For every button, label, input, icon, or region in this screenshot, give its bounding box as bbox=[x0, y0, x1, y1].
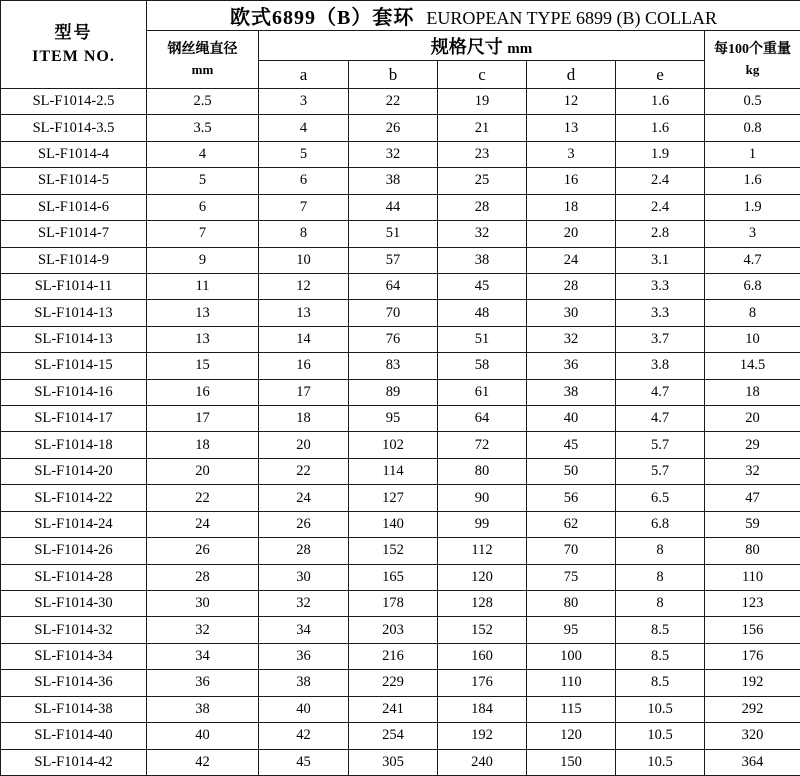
dim-e-cell: 10.5 bbox=[616, 749, 705, 775]
weight-cell: 320 bbox=[705, 723, 800, 749]
item-no-cell: SL-F1014-13 bbox=[1, 326, 147, 352]
dim-c-cell: 184 bbox=[438, 696, 527, 722]
column-header-e: e bbox=[616, 61, 705, 89]
item-no-header-cn: 型号 bbox=[54, 22, 93, 42]
dim-d-cell: 56 bbox=[527, 485, 616, 511]
dim-e-cell: 6.8 bbox=[616, 511, 705, 537]
item-no-cell: SL-F1014-7 bbox=[1, 221, 147, 247]
dim-b-cell: 83 bbox=[349, 353, 438, 379]
diameter-cell: 5 bbox=[147, 168, 259, 194]
diameter-cell: 20 bbox=[147, 458, 259, 484]
table-row bbox=[1, 670, 800, 696]
rope-diameter-unit: mm bbox=[191, 61, 214, 77]
item-no-cell: SL-F1014-32 bbox=[1, 617, 147, 643]
dim-d-cell: 100 bbox=[527, 643, 616, 669]
diameter-cell: 40 bbox=[147, 723, 259, 749]
dim-c-cell: 23 bbox=[438, 141, 527, 167]
dim-c-cell: 160 bbox=[438, 643, 527, 669]
weight-cell: 6.8 bbox=[705, 273, 800, 299]
dim-c-cell: 128 bbox=[438, 591, 527, 617]
dim-b-cell: 64 bbox=[349, 273, 438, 299]
dim-e-cell: 3.8 bbox=[616, 353, 705, 379]
dim-b-cell: 140 bbox=[349, 511, 438, 537]
dim-a-cell: 14 bbox=[259, 326, 349, 352]
weight-cell: 1 bbox=[705, 141, 800, 167]
rope-diameter-header-cn: 钢丝绳直径 bbox=[167, 41, 238, 57]
diameter-cell: 38 bbox=[147, 696, 259, 722]
diameter-cell: 16 bbox=[147, 379, 259, 405]
item-no-cell: SL-F1014-26 bbox=[1, 538, 147, 564]
dim-e-cell: 3.3 bbox=[616, 273, 705, 299]
dim-e-cell: 4.7 bbox=[616, 379, 705, 405]
dim-d-cell: 3 bbox=[527, 141, 616, 167]
item-no-cell: SL-F1014-34 bbox=[1, 643, 147, 669]
dim-b-cell: 305 bbox=[349, 749, 438, 775]
dim-d-cell: 24 bbox=[527, 247, 616, 273]
dim-e-cell: 6.5 bbox=[616, 485, 705, 511]
weight-cell: 0.5 bbox=[705, 89, 800, 115]
item-no-cell: SL-F1014-20 bbox=[1, 458, 147, 484]
dim-a-cell: 42 bbox=[259, 723, 349, 749]
dim-c-cell: 38 bbox=[438, 247, 527, 273]
dim-d-cell: 38 bbox=[527, 379, 616, 405]
table-row bbox=[1, 591, 800, 617]
dim-b-cell: 76 bbox=[349, 326, 438, 352]
dim-e-cell: 2.8 bbox=[616, 221, 705, 247]
column-header-c: c bbox=[438, 61, 527, 89]
dim-b-cell: 51 bbox=[349, 221, 438, 247]
table-row bbox=[1, 273, 800, 299]
column-header-a: a bbox=[259, 61, 349, 89]
dim-b-cell: 95 bbox=[349, 406, 438, 432]
diameter-cell: 36 bbox=[147, 670, 259, 696]
diameter-cell: 7 bbox=[147, 221, 259, 247]
dim-c-cell: 58 bbox=[438, 353, 527, 379]
weight-cell: 292 bbox=[705, 696, 800, 722]
dim-b-cell: 178 bbox=[349, 591, 438, 617]
dim-b-cell: 127 bbox=[349, 485, 438, 511]
dim-d-cell: 40 bbox=[527, 406, 616, 432]
item-no-header bbox=[1, 1, 147, 89]
weight-cell: 32 bbox=[705, 458, 800, 484]
weight-cell: 20 bbox=[705, 406, 800, 432]
table-row bbox=[1, 458, 800, 484]
dim-b-cell: 89 bbox=[349, 379, 438, 405]
dim-a-cell: 28 bbox=[259, 538, 349, 564]
dim-a-cell: 38 bbox=[259, 670, 349, 696]
table-row bbox=[1, 221, 800, 247]
dim-e-cell: 3.7 bbox=[616, 326, 705, 352]
dim-b-cell: 165 bbox=[349, 564, 438, 590]
dim-c-cell: 72 bbox=[438, 432, 527, 458]
dim-d-cell: 120 bbox=[527, 723, 616, 749]
dim-e-cell: 8.5 bbox=[616, 670, 705, 696]
weight-cell: 10 bbox=[705, 326, 800, 352]
dim-a-cell: 22 bbox=[259, 458, 349, 484]
dim-a-cell: 36 bbox=[259, 643, 349, 669]
table-row bbox=[1, 326, 800, 352]
dim-b-cell: 57 bbox=[349, 247, 438, 273]
dim-c-cell: 28 bbox=[438, 194, 527, 220]
dim-e-cell: 2.4 bbox=[616, 168, 705, 194]
dim-e-cell: 5.7 bbox=[616, 432, 705, 458]
dim-e-cell: 8.5 bbox=[616, 617, 705, 643]
item-no-cell: SL-F1014-40 bbox=[1, 723, 147, 749]
dim-d-cell: 28 bbox=[527, 273, 616, 299]
column-header-d: d bbox=[527, 61, 616, 89]
dim-a-cell: 32 bbox=[259, 591, 349, 617]
dim-c-cell: 32 bbox=[438, 221, 527, 247]
table-row bbox=[1, 141, 800, 167]
dim-e-cell: 2.4 bbox=[616, 194, 705, 220]
item-no-cell: SL-F1014-18 bbox=[1, 432, 147, 458]
dim-c-cell: 80 bbox=[438, 458, 527, 484]
dim-b-cell: 38 bbox=[349, 168, 438, 194]
dim-d-cell: 110 bbox=[527, 670, 616, 696]
table-row bbox=[1, 353, 800, 379]
item-no-cell: SL-F1014-9 bbox=[1, 247, 147, 273]
dim-e-cell: 10.5 bbox=[616, 696, 705, 722]
dim-d-cell: 18 bbox=[527, 194, 616, 220]
dim-e-cell: 10.5 bbox=[616, 723, 705, 749]
dim-b-cell: 70 bbox=[349, 300, 438, 326]
table-row bbox=[1, 247, 800, 273]
weight-cell: 364 bbox=[705, 749, 800, 775]
diameter-cell: 3.5 bbox=[147, 115, 259, 141]
diameter-cell: 13 bbox=[147, 300, 259, 326]
dim-d-cell: 16 bbox=[527, 168, 616, 194]
dim-d-cell: 75 bbox=[527, 564, 616, 590]
weight-cell: 123 bbox=[705, 591, 800, 617]
dim-c-cell: 19 bbox=[438, 89, 527, 115]
table-row bbox=[1, 564, 800, 590]
item-no-cell: SL-F1014-38 bbox=[1, 696, 147, 722]
dim-c-cell: 25 bbox=[438, 168, 527, 194]
diameter-cell: 26 bbox=[147, 538, 259, 564]
dim-d-cell: 12 bbox=[527, 89, 616, 115]
dim-d-cell: 150 bbox=[527, 749, 616, 775]
weight-header-cn: 每100个重量 bbox=[714, 41, 792, 57]
diameter-cell: 24 bbox=[147, 511, 259, 537]
table-row bbox=[1, 643, 800, 669]
table-row bbox=[1, 432, 800, 458]
dim-e-cell: 8.5 bbox=[616, 643, 705, 669]
dim-e-cell: 1.9 bbox=[616, 141, 705, 167]
item-no-cell: SL-F1014-24 bbox=[1, 511, 147, 537]
table-title-cn: 欧式6899（B）套环 bbox=[230, 7, 415, 29]
dim-c-cell: 51 bbox=[438, 326, 527, 352]
column-header-b: b bbox=[349, 61, 438, 89]
table-title-en: EUROPEAN TYPE 6899 (B) COLLAR bbox=[426, 8, 718, 28]
dim-b-cell: 203 bbox=[349, 617, 438, 643]
table-row bbox=[1, 696, 800, 722]
table-row bbox=[1, 406, 800, 432]
dim-d-cell: 45 bbox=[527, 432, 616, 458]
dim-d-cell: 80 bbox=[527, 591, 616, 617]
item-no-cell: SL-F1014-42 bbox=[1, 749, 147, 775]
dim-b-cell: 26 bbox=[349, 115, 438, 141]
weight-cell: 47 bbox=[705, 485, 800, 511]
weight-cell: 110 bbox=[705, 564, 800, 590]
item-no-cell: SL-F1014-2.5 bbox=[1, 89, 147, 115]
weight-cell: 4.7 bbox=[705, 247, 800, 273]
dim-c-cell: 99 bbox=[438, 511, 527, 537]
dim-b-cell: 229 bbox=[349, 670, 438, 696]
weight-cell: 1.6 bbox=[705, 168, 800, 194]
weight-cell: 0.8 bbox=[705, 115, 800, 141]
table-title bbox=[147, 1, 800, 31]
diameter-cell: 4 bbox=[147, 141, 259, 167]
weight-cell: 80 bbox=[705, 538, 800, 564]
weight-cell: 192 bbox=[705, 670, 800, 696]
table-row bbox=[1, 379, 800, 405]
dim-c-cell: 120 bbox=[438, 564, 527, 590]
table-row bbox=[1, 194, 800, 220]
dim-b-cell: 44 bbox=[349, 194, 438, 220]
dim-c-cell: 192 bbox=[438, 723, 527, 749]
dim-c-cell: 64 bbox=[438, 406, 527, 432]
dim-e-cell: 8 bbox=[616, 591, 705, 617]
spec-size-header-cn: 规格尺寸 bbox=[430, 36, 503, 57]
dim-a-cell: 12 bbox=[259, 273, 349, 299]
dim-a-cell: 16 bbox=[259, 353, 349, 379]
item-no-cell: SL-F1014-30 bbox=[1, 591, 147, 617]
weight-cell: 3 bbox=[705, 221, 800, 247]
header-row-title bbox=[1, 1, 800, 31]
weight-cell: 156 bbox=[705, 617, 800, 643]
dim-b-cell: 114 bbox=[349, 458, 438, 484]
dim-d-cell: 50 bbox=[527, 458, 616, 484]
dim-a-cell: 5 bbox=[259, 141, 349, 167]
diameter-cell: 30 bbox=[147, 591, 259, 617]
dim-a-cell: 8 bbox=[259, 221, 349, 247]
diameter-cell: 6 bbox=[147, 194, 259, 220]
dim-b-cell: 32 bbox=[349, 141, 438, 167]
dim-e-cell: 5.7 bbox=[616, 458, 705, 484]
table-row bbox=[1, 168, 800, 194]
dim-e-cell: 8 bbox=[616, 564, 705, 590]
diameter-cell: 32 bbox=[147, 617, 259, 643]
weight-cell: 59 bbox=[705, 511, 800, 537]
diameter-cell: 28 bbox=[147, 564, 259, 590]
dim-a-cell: 26 bbox=[259, 511, 349, 537]
weight-cell: 8 bbox=[705, 300, 800, 326]
item-no-cell: SL-F1014-17 bbox=[1, 406, 147, 432]
dim-a-cell: 20 bbox=[259, 432, 349, 458]
dim-c-cell: 112 bbox=[438, 538, 527, 564]
diameter-cell: 22 bbox=[147, 485, 259, 511]
dim-a-cell: 40 bbox=[259, 696, 349, 722]
dim-c-cell: 152 bbox=[438, 617, 527, 643]
diameter-cell: 9 bbox=[147, 247, 259, 273]
diameter-cell: 15 bbox=[147, 353, 259, 379]
dim-e-cell: 3.3 bbox=[616, 300, 705, 326]
dim-b-cell: 102 bbox=[349, 432, 438, 458]
dim-b-cell: 152 bbox=[349, 538, 438, 564]
dim-a-cell: 10 bbox=[259, 247, 349, 273]
diameter-cell: 13 bbox=[147, 326, 259, 352]
dim-a-cell: 24 bbox=[259, 485, 349, 511]
item-no-cell: SL-F1014-11 bbox=[1, 273, 147, 299]
dim-b-cell: 254 bbox=[349, 723, 438, 749]
dim-d-cell: 32 bbox=[527, 326, 616, 352]
dim-d-cell: 20 bbox=[527, 221, 616, 247]
dim-a-cell: 17 bbox=[259, 379, 349, 405]
table-row bbox=[1, 485, 800, 511]
table-row bbox=[1, 89, 800, 115]
dim-c-cell: 240 bbox=[438, 749, 527, 775]
table-row bbox=[1, 749, 800, 775]
dim-a-cell: 45 bbox=[259, 749, 349, 775]
dim-b-cell: 241 bbox=[349, 696, 438, 722]
weight-cell: 18 bbox=[705, 379, 800, 405]
dim-d-cell: 30 bbox=[527, 300, 616, 326]
weight-header bbox=[705, 31, 800, 89]
dim-d-cell: 70 bbox=[527, 538, 616, 564]
dim-a-cell: 4 bbox=[259, 115, 349, 141]
dim-c-cell: 48 bbox=[438, 300, 527, 326]
dim-c-cell: 21 bbox=[438, 115, 527, 141]
dim-e-cell: 8 bbox=[616, 538, 705, 564]
dim-d-cell: 36 bbox=[527, 353, 616, 379]
dim-c-cell: 176 bbox=[438, 670, 527, 696]
dim-d-cell: 115 bbox=[527, 696, 616, 722]
table-row bbox=[1, 511, 800, 537]
dim-a-cell: 3 bbox=[259, 89, 349, 115]
diameter-cell: 2.5 bbox=[147, 89, 259, 115]
dim-d-cell: 95 bbox=[527, 617, 616, 643]
dim-c-cell: 90 bbox=[438, 485, 527, 511]
table-header bbox=[1, 1, 800, 89]
dim-e-cell: 1.6 bbox=[616, 89, 705, 115]
diameter-cell: 11 bbox=[147, 273, 259, 299]
item-no-cell: SL-F1014-5 bbox=[1, 168, 147, 194]
dim-e-cell: 4.7 bbox=[616, 406, 705, 432]
rope-diameter-header bbox=[147, 31, 259, 89]
item-no-cell: SL-F1014-4 bbox=[1, 141, 147, 167]
weight-cell: 1.9 bbox=[705, 194, 800, 220]
weight-unit: kg bbox=[745, 61, 760, 77]
item-no-header-en: ITEM NO. bbox=[32, 48, 115, 66]
dim-a-cell: 7 bbox=[259, 194, 349, 220]
dim-e-cell: 3.1 bbox=[616, 247, 705, 273]
dim-a-cell: 13 bbox=[259, 300, 349, 326]
dim-c-cell: 61 bbox=[438, 379, 527, 405]
dim-b-cell: 22 bbox=[349, 89, 438, 115]
item-no-cell: SL-F1014-13 bbox=[1, 300, 147, 326]
dim-a-cell: 34 bbox=[259, 617, 349, 643]
table-row bbox=[1, 115, 800, 141]
item-no-cell: SL-F1014-36 bbox=[1, 670, 147, 696]
dim-a-cell: 6 bbox=[259, 168, 349, 194]
dim-d-cell: 62 bbox=[527, 511, 616, 537]
item-no-cell: SL-F1014-15 bbox=[1, 353, 147, 379]
dim-e-cell: 1.6 bbox=[616, 115, 705, 141]
item-no-cell: SL-F1014-28 bbox=[1, 564, 147, 590]
table-row bbox=[1, 538, 800, 564]
diameter-cell: 17 bbox=[147, 406, 259, 432]
item-no-cell: SL-F1014-22 bbox=[1, 485, 147, 511]
dim-d-cell: 13 bbox=[527, 115, 616, 141]
spec-size-unit: mm bbox=[507, 40, 533, 57]
diameter-cell: 34 bbox=[147, 643, 259, 669]
spec-size-header bbox=[259, 31, 705, 61]
diameter-cell: 18 bbox=[147, 432, 259, 458]
weight-cell: 29 bbox=[705, 432, 800, 458]
dim-a-cell: 30 bbox=[259, 564, 349, 590]
table-row bbox=[1, 723, 800, 749]
dim-a-cell: 18 bbox=[259, 406, 349, 432]
table-row bbox=[1, 300, 800, 326]
weight-cell: 176 bbox=[705, 643, 800, 669]
item-no-cell: SL-F1014-16 bbox=[1, 379, 147, 405]
table-row bbox=[1, 617, 800, 643]
item-no-cell: SL-F1014-6 bbox=[1, 194, 147, 220]
diameter-cell: 42 bbox=[147, 749, 259, 775]
dim-c-cell: 45 bbox=[438, 273, 527, 299]
weight-cell: 14.5 bbox=[705, 353, 800, 379]
dim-b-cell: 216 bbox=[349, 643, 438, 669]
item-no-cell: SL-F1014-3.5 bbox=[1, 115, 147, 141]
table-body bbox=[1, 89, 800, 776]
